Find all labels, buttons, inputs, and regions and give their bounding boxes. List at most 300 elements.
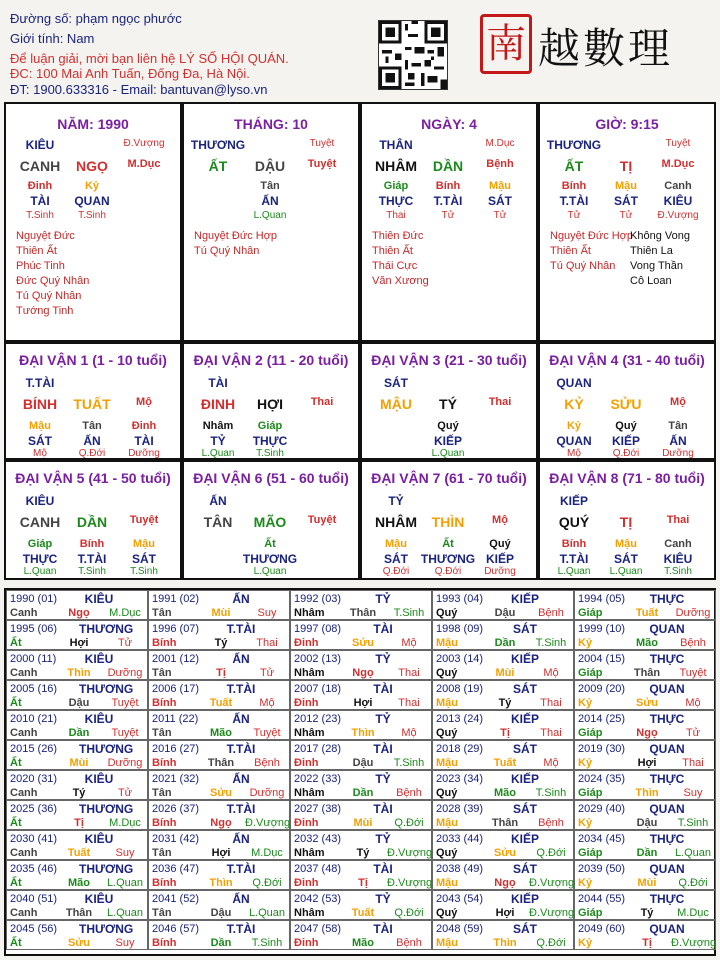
luu-nien-branch: Thân <box>65 907 93 919</box>
luu-nien-stage: Bệnh <box>538 817 564 829</box>
luu-nien-stem: Bính <box>152 697 177 709</box>
luu-nien-star: ẤN <box>232 892 250 906</box>
luu-nien-branch: Hợi <box>495 907 515 919</box>
luu-nien-branch: Tị <box>642 937 652 949</box>
luu-nien-year: 2009 (20) <box>578 683 626 695</box>
pillar-cell-r4-c0: Mộ <box>567 448 581 459</box>
luu-nien-cell <box>148 830 290 860</box>
pillar-cell-r4-c2: Dưỡng <box>662 448 694 459</box>
luu-nien-year: 2003 (14) <box>436 653 484 665</box>
pillar-cell-r1-c2: Tuyệt <box>129 514 159 526</box>
luu-nien-star: KIẾP <box>510 832 539 846</box>
luu-nien-stage: T.Sinh <box>393 607 425 619</box>
luu-nien-stage: Suy <box>115 937 135 949</box>
luu-nien-cell <box>432 710 574 740</box>
luu-nien-star: TÀI <box>373 682 393 696</box>
pillar-cell-r3-c1: ẤN <box>83 434 101 448</box>
luu-nien-branch: Ngọ <box>352 667 374 679</box>
luu-nien-year: 2028 (39) <box>436 803 484 815</box>
star-label: Tú Quý Nhân <box>16 290 82 302</box>
luu-nien-star: T.TÀI <box>226 742 256 756</box>
luu-nien-table <box>4 588 716 956</box>
star-label: Thiên Ất <box>550 245 591 257</box>
pillar-cell-r2-c1: Bính <box>435 180 461 192</box>
luu-nien-stage: Suy <box>257 607 277 619</box>
luu-nien-year: 2036 (47) <box>152 863 200 875</box>
luu-nien-stem: Mậu <box>436 697 458 709</box>
luu-nien-year: 2024 (35) <box>578 773 626 785</box>
luu-nien-stem: Tân <box>152 727 172 739</box>
pillar-cell-r3-c1: QUAN <box>74 194 110 208</box>
luu-nien-stage: Mộ <box>401 637 417 649</box>
luu-nien-star: SÁT <box>513 622 537 636</box>
luu-nien-star: T.TÀI <box>226 682 256 696</box>
luu-nien-cell <box>6 800 148 830</box>
luu-nien-branch: Ngọ <box>636 727 658 739</box>
luu-nien-cell <box>574 680 716 710</box>
luu-nien-star: THỰC <box>649 592 685 606</box>
pillar-cell-r0-c2: Tuyệt <box>309 138 335 149</box>
pillar-cell-r1-c1: TÝ <box>439 396 457 412</box>
pillar-cell-r1-c0: CANH <box>19 514 61 530</box>
luu-nien-star: TÀI <box>373 802 393 816</box>
pillar-cell-r2-c0: Đinh <box>27 180 53 192</box>
luu-nien-cell <box>6 920 148 950</box>
luu-nien-stem: Bính <box>152 937 177 949</box>
pillar-cell-r1-c1: DẬU <box>254 158 286 174</box>
pillar-cell-r1-c1: DẦN <box>432 158 464 174</box>
pillar-cell-r3-c2: KIÊU <box>663 552 693 566</box>
pillar-cell-r3-c2: KIẾP <box>485 552 514 566</box>
luu-nien-year: 2008 (19) <box>436 683 484 695</box>
luu-nien-stage: Bệnh <box>254 757 280 769</box>
luu-nien-stem: Bính <box>152 877 177 889</box>
pillar-cell-r1-c1: TUẤT <box>73 396 111 412</box>
luu-nien-branch: Tý <box>214 637 228 649</box>
luu-nien-star: THƯƠNG <box>79 682 134 696</box>
luu-nien-year: 1998 (09) <box>436 623 484 635</box>
luu-nien-stem: Ất <box>10 757 22 769</box>
pillar-cell-r2-c2: Canh <box>664 538 692 550</box>
pillar-cell-r0-c2: M.Dục <box>485 138 515 149</box>
pillar-cell-r4-c2: Đ.Vượng <box>657 210 699 221</box>
qr-code-icon[interactable] <box>378 20 448 90</box>
brand-logo: 越數理 <box>538 24 674 73</box>
pillar-cell-r4-c0: L.Quan <box>201 448 235 459</box>
luu-nien-branch: Thân <box>349 607 377 619</box>
pillar-title: NĂM: 1990 <box>57 116 129 132</box>
luu-nien-star: T.TÀI <box>226 862 256 876</box>
star-label: Thiên Ất <box>16 245 57 257</box>
luu-nien-stem: Mậu <box>436 757 458 769</box>
pillar-cell-r1-c2: Mộ <box>670 396 686 408</box>
luu-nien-cell <box>290 590 432 620</box>
luu-nien-stage: T.Sinh <box>393 757 425 769</box>
luu-nien-branch: Mão <box>636 637 658 649</box>
pillar-cell-r1-c2: Bệnh <box>486 158 514 170</box>
star-label-bad: Thiên La <box>630 245 673 257</box>
luu-nien-branch: Tý <box>640 907 654 919</box>
luu-nien-year: 2011 (22) <box>152 713 199 725</box>
star-label: Nguyệt Đức <box>16 230 75 242</box>
luu-nien-year: 1999 (10) <box>578 623 626 635</box>
luu-nien-year: 2012 (23) <box>294 713 342 725</box>
pillar-cell-r1-c0: NHÂM <box>375 514 417 530</box>
pillar-cell-r3-c2: TÀI <box>134 434 154 448</box>
luu-nien-year: 2049 (60) <box>578 923 626 935</box>
star-label: Thiên Đức <box>372 230 424 242</box>
pillar-cell-r3-c2: SÁT <box>488 194 512 208</box>
luu-nien-stem: Tân <box>152 607 172 619</box>
pillar-cell-r2-c0: Mậu <box>29 420 51 432</box>
luu-nien-branch: Tuất <box>209 697 233 709</box>
luu-nien-cell <box>574 890 716 920</box>
luu-nien-branch: Thân <box>491 817 519 829</box>
luu-nien-year: 2033 (44) <box>436 833 484 845</box>
dai-van-title: ĐẠI VẬN 7 (61 - 70 tuổi) <box>371 470 527 486</box>
luu-nien-stem: Mậu <box>436 817 458 829</box>
pillar-cell-r1-c1: MÃO <box>253 514 287 530</box>
luu-nien-year: 2040 (51) <box>10 893 58 905</box>
luu-nien-stage: L.Quan <box>674 847 712 859</box>
luu-nien-stem: Canh <box>10 907 38 919</box>
luu-nien-star: QUAN <box>649 622 685 636</box>
luu-nien-stage: Q.Đới <box>536 847 566 859</box>
luu-nien-year: 2020 (31) <box>10 773 58 785</box>
luu-nien-branch: Sửu <box>67 937 91 949</box>
luu-nien-star: SÁT <box>513 862 537 876</box>
luu-nien-cell <box>432 860 574 890</box>
luu-nien-branch: Dậu <box>210 907 232 919</box>
pillar-cell-r2-c2: Tân <box>668 420 688 432</box>
luu-nien-stage: Tử <box>117 787 133 799</box>
pillar-cell-r0-c0: THƯƠNG <box>190 138 246 152</box>
luu-nien-stage: Thai <box>398 697 420 709</box>
luu-nien-stem: Tân <box>152 787 172 799</box>
luu-nien-branch: Sửu <box>209 787 233 799</box>
luu-nien-cell <box>290 890 432 920</box>
pillar-cell-r2-c1: Ất <box>264 538 276 550</box>
info-line-phone-email: ĐT: 1900.633316 - Email: bantuvan@lyso.vn <box>10 82 268 97</box>
luu-nien-star: ẤN <box>232 712 250 726</box>
pillar-cell-r3-c0: SÁT <box>384 552 408 566</box>
luu-nien-stage: Đ.Vượng <box>245 817 291 829</box>
luu-nien-cell <box>290 710 432 740</box>
pillar-cell-r3-c1: SÁT <box>614 194 638 208</box>
luu-nien-cell <box>432 920 574 950</box>
luu-nien-stage: Tuyệt <box>679 667 707 679</box>
luu-nien-cell <box>148 890 290 920</box>
luu-nien-star: TỶ <box>375 772 391 786</box>
pillar-cell-r0-c0: KIÊU <box>25 494 55 508</box>
luu-nien-stage: Dưỡng <box>249 787 285 799</box>
luu-nien-cell <box>574 620 716 650</box>
luu-nien-branch: Mùi <box>353 817 373 829</box>
dai-van-1 <box>4 342 182 460</box>
pillar-cell-r2-c2: Mậu <box>489 180 511 192</box>
pillar-cell-r1-c0: KỶ <box>564 396 584 412</box>
pillar-cell-r4-c0: Tử <box>567 210 581 221</box>
luu-nien-year: 2032 (43) <box>294 833 342 845</box>
luu-nien-stage: Suy <box>115 847 135 859</box>
luu-nien-stage: Mộ <box>685 697 701 709</box>
pillar-cell-r3-c1: T.TÀI <box>433 194 463 208</box>
pillar-cell-r1-c2: M.Dục <box>127 158 161 170</box>
luu-nien-stage: Bệnh <box>396 787 422 799</box>
pillar-cell-r4-c1: Tử <box>441 210 455 221</box>
luu-nien-branch: Sửu <box>635 697 659 709</box>
luu-nien-year: 1994 (05) <box>578 593 626 605</box>
luu-nien-stem: Canh <box>10 607 38 619</box>
luu-nien-cell <box>6 710 148 740</box>
luu-nien-stage: Đ.Vượng <box>529 877 575 889</box>
pillar-cell-r0-c0: ẤN <box>209 494 227 508</box>
dai-van-title: ĐẠI VẬN 1 (1 - 10 tuổi) <box>19 352 167 368</box>
luu-nien-star: SÁT <box>513 922 537 936</box>
pillar-year <box>4 102 182 342</box>
luu-nien-stem: Nhâm <box>294 907 325 919</box>
luu-nien-stem: Bính <box>152 757 177 769</box>
pillar-cell-r1-c2: Mộ <box>136 396 152 408</box>
luu-nien-branch: Dần <box>352 787 374 799</box>
luu-nien-stem: Ất <box>10 697 22 709</box>
luu-nien-stem: Canh <box>10 727 38 739</box>
luu-nien-cell <box>6 650 148 680</box>
luu-nien-stem: Bính <box>152 817 177 829</box>
pillar-cell-r1-c1: SỬU <box>610 396 642 412</box>
luu-nien-star: T.TÀI <box>226 802 256 816</box>
luu-nien-cell <box>148 740 290 770</box>
luu-nien-branch: Tý <box>356 847 370 859</box>
luu-nien-stage: Tuyệt <box>111 697 139 709</box>
luu-nien-cell <box>574 650 716 680</box>
luu-nien-cell <box>6 830 148 860</box>
pillar-cell-r2-c1: Bính <box>79 538 105 550</box>
luu-nien-star: TÀI <box>373 862 393 876</box>
luu-nien-branch: Tị <box>358 877 368 889</box>
luu-nien-star: KIẾP <box>510 772 539 786</box>
luu-nien-year: 1990 (01) <box>10 593 58 605</box>
pillar-cell-r3-c1: THƯƠNG <box>242 552 298 566</box>
luu-nien-stem: Giáp <box>578 727 603 739</box>
luu-nien-star: KIẾP <box>510 592 539 606</box>
pillar-title: THÁNG: 10 <box>234 116 308 132</box>
pillar-cell-r4-c2: Dưỡng <box>484 566 516 577</box>
luu-nien-stem: Giáp <box>578 787 603 799</box>
luu-nien-stage: Tử <box>685 727 701 739</box>
luu-nien-branch: Dần <box>68 727 90 739</box>
pillar-cell-r2-c2: Quý <box>489 538 511 550</box>
luu-nien-branch: Hợi <box>69 637 89 649</box>
star-label-bad: Vong Thần <box>630 260 684 272</box>
pillar-cell-r4-c2: Tử <box>493 210 507 221</box>
star-label: Nguyệt Đức Hợp <box>194 230 278 242</box>
luu-nien-star: TỶ <box>375 652 391 666</box>
luu-nien-stem: Ất <box>10 817 22 829</box>
luu-nien-stage: M.Dục <box>109 817 141 829</box>
luu-nien-cell <box>6 680 148 710</box>
luu-nien-star: TỶ <box>375 832 391 846</box>
luu-nien-stage: Đ.Vượng <box>387 847 433 859</box>
luu-nien-stem: Kỷ <box>578 757 593 769</box>
luu-nien-cell <box>6 590 148 620</box>
pillar-cell-r2-c0: Giáp <box>383 180 409 192</box>
pillar-cell-r4-c1: L.Quan <box>609 566 643 577</box>
pillar-cell-r4-c1: Q.Đới <box>612 448 640 459</box>
pillar-title: NGÀY: 4 <box>421 116 477 132</box>
luu-nien-stem: Đinh <box>294 697 319 709</box>
pillar-cell-r1-c1: DẦN <box>76 514 108 530</box>
luu-nien-cell <box>290 830 432 860</box>
luu-nien-branch: Thìn <box>209 877 233 889</box>
luu-nien-cell <box>432 830 574 860</box>
luu-nien-year: 2014 (25) <box>578 713 626 725</box>
luu-nien-stem: Kỷ <box>578 877 593 889</box>
luu-nien-cell <box>148 860 290 890</box>
luu-nien-star: KIÊU <box>84 772 114 786</box>
luu-nien-year: 2013 (24) <box>436 713 484 725</box>
luu-nien-stage: M.Dục <box>251 847 283 859</box>
luu-nien-year: 1995 (06) <box>10 623 58 635</box>
luu-nien-star: T.TÀI <box>226 622 256 636</box>
pillar-cell-r4-c2: Dưỡng <box>128 448 160 459</box>
luu-nien-cell <box>432 770 574 800</box>
luu-nien-year: 2048 (59) <box>436 923 484 935</box>
luu-nien-cell <box>6 890 148 920</box>
pillar-cell-r0-c0: T.TÀI <box>25 376 55 390</box>
luu-nien-year: 2002 (13) <box>294 653 342 665</box>
seal-stamp-icon: 南 <box>480 14 532 74</box>
luu-nien-cell <box>290 920 432 950</box>
pillar-cell-r2-c0: Mậu <box>385 538 407 550</box>
luu-nien-branch: Ngọ <box>68 607 90 619</box>
pillar-cell-r1-c1: HỢI <box>257 396 283 412</box>
luu-nien-cell <box>6 620 148 650</box>
luu-nien-stage: Thai <box>398 667 420 679</box>
pillar-cell-r4-c1: L.Quan <box>431 448 465 459</box>
luu-nien-star: THỰC <box>649 772 685 786</box>
chart-header <box>0 0 720 100</box>
luu-nien-stage: T.Sinh <box>677 817 709 829</box>
luu-nien-branch: Hợi <box>211 847 231 859</box>
luu-nien-star: QUAN <box>649 922 685 936</box>
luu-nien-stage: L.Quan <box>106 877 144 889</box>
luu-nien-branch: Hợi <box>637 757 657 769</box>
luu-nien-branch: Dần <box>210 937 232 949</box>
luu-nien-year: 2006 (17) <box>152 683 200 695</box>
luu-nien-cell <box>290 770 432 800</box>
luu-nien-cell <box>574 860 716 890</box>
luu-nien-year: 2045 (56) <box>10 923 58 935</box>
pillar-cell-r4-c2: T.Sinh <box>664 566 692 577</box>
luu-nien-year: 2042 (53) <box>294 893 342 905</box>
pillar-cell-r4-c0: L.Quan <box>23 566 57 577</box>
pillar-cell-r2-c1: Tân <box>82 420 102 432</box>
luu-nien-stem: Ất <box>10 877 22 889</box>
dai-van-title: ĐẠI VẬN 5 (41 - 50 tuổi) <box>15 470 171 486</box>
luu-nien-stage: Bệnh <box>680 637 706 649</box>
luu-nien-cell <box>290 680 432 710</box>
luu-nien-stem: Kỷ <box>578 817 593 829</box>
pillar-cell-r2-c0: Bính <box>561 538 587 550</box>
luu-nien-stem: Quý <box>436 907 458 919</box>
luu-nien-branch: Dậu <box>636 817 658 829</box>
luu-nien-star: KIÊU <box>84 652 114 666</box>
dai-van-4 <box>538 342 716 460</box>
luu-nien-cell <box>432 890 574 920</box>
pillar-cell-r2-c0: Nhâm <box>202 420 234 432</box>
luu-nien-star: SÁT <box>513 802 537 816</box>
pillar-cell-r3-c1: KIẾP <box>611 434 640 448</box>
pillar-cell-r1-c0: QUÝ <box>558 514 590 530</box>
luu-nien-stage: L.Quan <box>106 907 144 919</box>
luu-nien-star: QUAN <box>649 802 685 816</box>
luu-nien-stage: Tuyệt <box>253 727 281 739</box>
luu-nien-cell <box>432 590 574 620</box>
luu-nien-year: 2022 (33) <box>294 773 342 785</box>
luu-nien-stem: Đinh <box>294 937 319 949</box>
pillar-cell-r3-c1: ẤN <box>261 194 279 208</box>
luu-nien-stem: Canh <box>10 667 38 679</box>
luu-nien-year: 1991 (02) <box>152 593 200 605</box>
pillar-cell-r2-c2: Canh <box>664 180 692 192</box>
luu-nien-stage: Thai <box>682 757 704 769</box>
pillar-cell-r3-c1: T.TÀI <box>77 552 107 566</box>
pillar-cell-r1-c0: BÍNH <box>22 396 58 412</box>
luu-nien-year: 2004 (15) <box>578 653 626 665</box>
luu-nien-branch: Tuất <box>635 607 659 619</box>
pillar-cell-r3-c1: THỰC <box>252 434 288 448</box>
luu-nien-cell <box>148 590 290 620</box>
luu-nien-stem: Nhâm <box>294 787 325 799</box>
pillar-cell-r2-c1: Giáp <box>257 420 283 432</box>
luu-nien-star: TỶ <box>375 712 391 726</box>
luu-nien-star: KIÊU <box>84 832 114 846</box>
luu-nien-stem: Quý <box>436 847 458 859</box>
pillar-cell-r0-c0: KIẾP <box>559 494 588 508</box>
luu-nien-star: QUAN <box>649 742 685 756</box>
pillar-hour <box>538 102 716 342</box>
pillar-cell-r4-c0: Q.Đới <box>382 566 410 577</box>
luu-nien-branch: Tị <box>74 817 84 829</box>
luu-nien-branch: Sửu <box>351 637 375 649</box>
dai-van-title: ĐẠI VẬN 8 (71 - 80 tuổi) <box>549 470 705 486</box>
luu-nien-stem: Kỷ <box>578 697 593 709</box>
luu-nien-star: KIÊU <box>84 712 114 726</box>
luu-nien-branch: Thân <box>207 757 235 769</box>
star-label: Tú Quý Nhân <box>194 245 260 257</box>
pillar-cell-r3-c0: T.TÀI <box>559 552 589 566</box>
luu-nien-stem: Canh <box>10 787 38 799</box>
pillar-cell-r1-c1: THÌN <box>431 514 465 530</box>
pillar-cell-r2-c1: Ất <box>442 538 454 550</box>
luu-nien-year: 2000 (11) <box>10 653 57 665</box>
pillar-cell-r4-c1: T.Sinh <box>256 448 284 459</box>
luu-nien-stem: Đinh <box>294 817 319 829</box>
pillar-cell-r2-c1: Tân <box>260 180 280 192</box>
pillar-cell-r3-c0: TỶ <box>210 434 226 448</box>
pillar-cell-r4-c0: L.Quan <box>557 566 591 577</box>
luu-nien-year: 2007 (18) <box>294 683 342 695</box>
luu-nien-year: 1993 (04) <box>436 593 484 605</box>
pillar-cell-r2-c1: Quý <box>437 420 459 432</box>
luu-nien-year: 2016 (27) <box>152 743 200 755</box>
luu-nien-cell <box>6 860 148 890</box>
pillar-cell-r1-c2: Mộ <box>492 514 508 526</box>
luu-nien-cell <box>148 650 290 680</box>
pillar-cell-r2-c2: Đinh <box>131 420 157 432</box>
luu-nien-stem: Kỷ <box>578 937 593 949</box>
